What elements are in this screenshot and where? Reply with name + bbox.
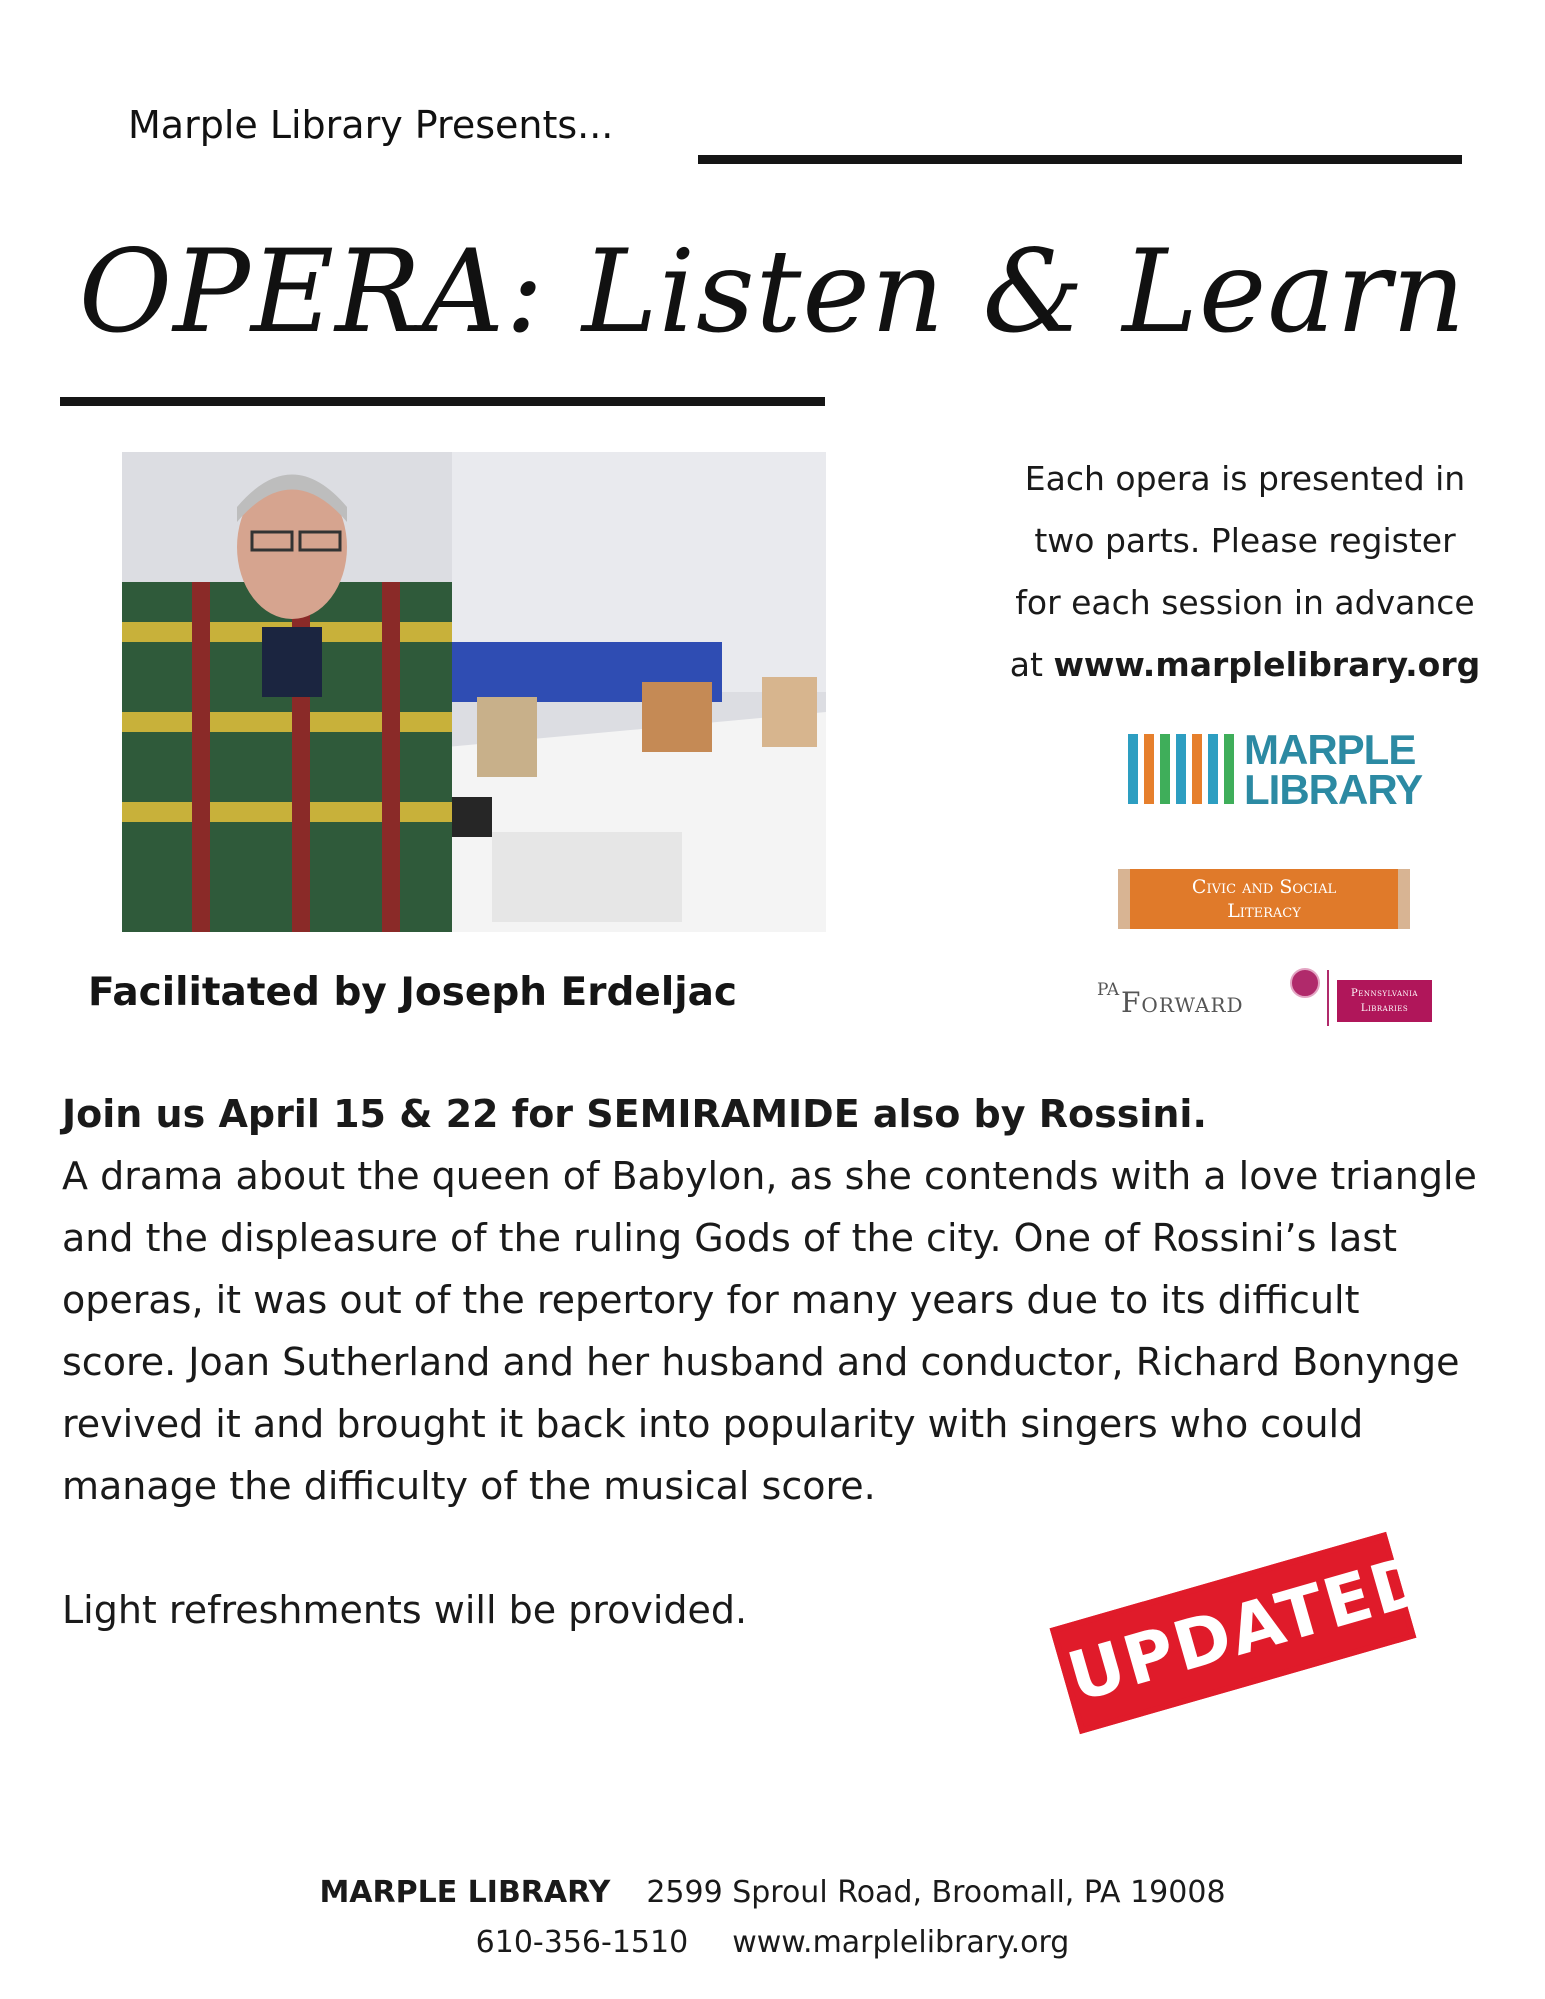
page-title: OPERA: Listen & Learn — [78, 225, 1467, 358]
forward-arrow-icon — [1290, 968, 1320, 998]
pa-small-text: PA — [1097, 980, 1120, 1000]
pa-forward-logo — [1097, 966, 1437, 1026]
pa-lib-line: Libraries — [1360, 1003, 1409, 1014]
event-headline: Join us April 15 & 22 for SEMIRAMIDE also by Rossini. — [62, 1092, 1207, 1136]
pennsylvania-libraries-logo — [1337, 980, 1432, 1022]
footer-contact-line — [0, 1925, 1545, 1960]
registration-info — [985, 448, 1505, 696]
logo-divider — [1327, 970, 1329, 1026]
refreshments-note: Light refreshments will be provided. — [62, 1588, 748, 1632]
footer-website[interactable]: www.marplelibrary.org — [732, 1925, 1070, 1960]
marple-wordmark-line: MARPLE — [1244, 726, 1416, 773]
info-line — [985, 634, 1505, 696]
footer-address-line — [0, 1875, 1545, 1910]
info-prefix: at — [1009, 645, 1054, 684]
updated-stamp: UPDATED — [1050, 1532, 1417, 1734]
facilitator-line: Facilitated by Joseph Erdeljac — [88, 970, 738, 1015]
top-divider — [698, 155, 1462, 164]
website-link[interactable]: www.marplelibrary.org — [1053, 645, 1481, 684]
marple-library-logo — [1128, 726, 1423, 816]
civic-social-literacy-logo — [1118, 869, 1410, 929]
footer-phone: 610-356-1510 — [475, 1925, 689, 1960]
info-line: Each opera is presented in — [1024, 459, 1466, 498]
civic-line: Literacy — [1227, 900, 1301, 922]
marple-wordmark — [1244, 726, 1423, 813]
presents-line: Marple Library Presents... — [128, 103, 614, 147]
footer-address: 2599 Sproul Road, Broomall, PA 19008 — [646, 1875, 1226, 1910]
info-line: for each session in advance — [1015, 583, 1475, 622]
facilitator-photo — [122, 452, 826, 932]
civic-line: Civic and Social — [1191, 876, 1337, 898]
info-line: two parts. Please register — [1034, 521, 1456, 560]
footer-library-name: MARPLE LIBRARY — [319, 1875, 611, 1910]
event-paragraph: A drama about the queen of Babylon, as she contends with a love triangle and the displeasure of the ruling Gods of the city. One of Rossini’s last operas, it was out of the repertory for many years due to its difficult score. Joan Sutherland and her husband and conductor, Richard Bonynge revived it and brought it back into popularity with singers who could manage the difficulty of the musical score. — [62, 1154, 1477, 1508]
pa-lib-line: Pennsylvania — [1351, 988, 1418, 999]
event-description — [62, 1083, 1492, 1641]
pa-forward-text: Forward — [1121, 986, 1244, 1019]
marple-wordmark-line: LIBRARY — [1244, 766, 1423, 813]
mid-divider — [60, 397, 825, 406]
